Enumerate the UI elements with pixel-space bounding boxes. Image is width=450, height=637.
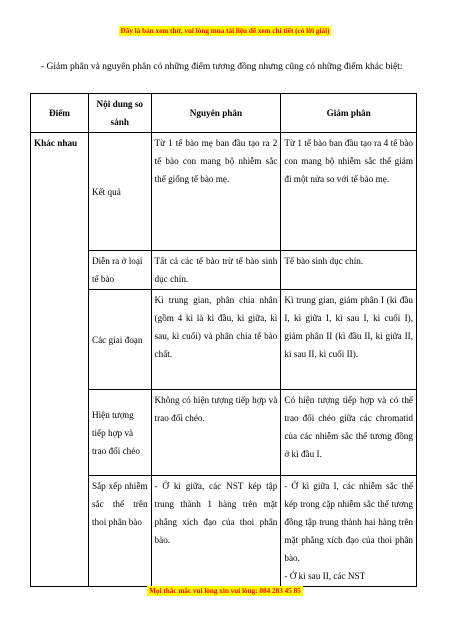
mitosis-cell: Từ 1 tế bào mẹ ban đầu tạo ra 2 tế bào con mang bộ nhiễm sắc thể giống tế bào mẹ.: [151, 133, 281, 251]
mitosis-cell: - Ở kì giữa, các NST kép tập trung thành 1 hàng trên mặt phẳng xích đạo của thoi phân bào.: [151, 476, 281, 587]
topic-cell: Sắp xếp nhiễm sắc thể trên thoi phân bào: [88, 476, 151, 587]
contact-footer-text: Mọi thắc mắc vui lòng xin vui lòng: 084 283 45 85: [149, 587, 301, 595]
header-content: Nội dung so sánh: [88, 94, 151, 133]
table-row: [31, 390, 417, 476]
category-cell: Khác nhau: [31, 133, 89, 587]
header-meiosis: Giảm phân: [281, 94, 417, 133]
topic-cell: Kết quả: [88, 133, 151, 251]
mitosis-cell: Kì trung gian, phân chia nhân (gồm 4 kì là kì đầu, kì giữa, kì sau, kì cuối) và phân chia tế bào chất.: [151, 290, 281, 390]
table-row: [31, 290, 417, 390]
meiosis-cell: Kì trung gian, giảm phân I (kì đầu I, kì giữa I, kì sau I, kì cuối I), giảm phân II (kì đầu II, kì giữa II, kì sau II, kì cuối II).: [281, 290, 417, 390]
header-point: Điểm: [31, 94, 89, 133]
topic-cell: Diễn ra ở loại tế bào: [88, 251, 151, 290]
meiosis-cell: [281, 476, 417, 587]
table-row: [31, 133, 417, 251]
topic-cell: Các giai đoạn: [88, 290, 151, 390]
table-header-row: [31, 94, 417, 133]
table-row: [31, 476, 417, 587]
comparison-table: [30, 93, 417, 587]
preview-notice-text: Đây là bản xem thử, vui lòng mua tài liệu để xem chi tiết (có lời giải): [120, 27, 330, 35]
intro-paragraph: - Giảm phân và nguyên phân có những điểm tương đồng nhưng cũng có những điểm khác biệt:: [41, 62, 403, 72]
table-row: [31, 251, 417, 290]
topic-cell: Hiện tượng tiếp hợp và trao đổi chéo: [88, 390, 151, 476]
mitosis-cell: Tất cả các tế bào trừ tế bào sinh dục chín.: [151, 251, 281, 290]
contact-footer: [0, 587, 450, 595]
header-mitosis: Nguyên phân: [151, 94, 281, 133]
meiosis-cell-text: - Ở kì giữa I, các nhiễm sắc thể kép trong cặp nhiễm sắc thể tương đồng tập trung thành hai hàng trên mặt phẳng xích đạo của thoi phân bào.: [284, 481, 413, 563]
meiosis-cell: Từ 1 tế bào ban đầu tạo ra 4 tế bào con mang bộ nhiễm sắc thể giảm đi một nửa so với tế bào mẹ.: [281, 133, 417, 251]
mitosis-cell: Không có hiện tượng tiếp hợp và trao đổi chéo.: [151, 390, 281, 476]
meiosis-cell-continued: - Ở kì sau II, các NST: [284, 571, 366, 581]
meiosis-cell: Có hiện tượng tiếp hợp và có thể trao đổi chéo giữa các chromatid của các nhiễm sắc thể tương đồng ở kì đầu I.: [281, 390, 417, 476]
preview-notice-banner: [0, 27, 450, 35]
meiosis-cell: Tế bào sinh dục chín.: [281, 251, 417, 290]
